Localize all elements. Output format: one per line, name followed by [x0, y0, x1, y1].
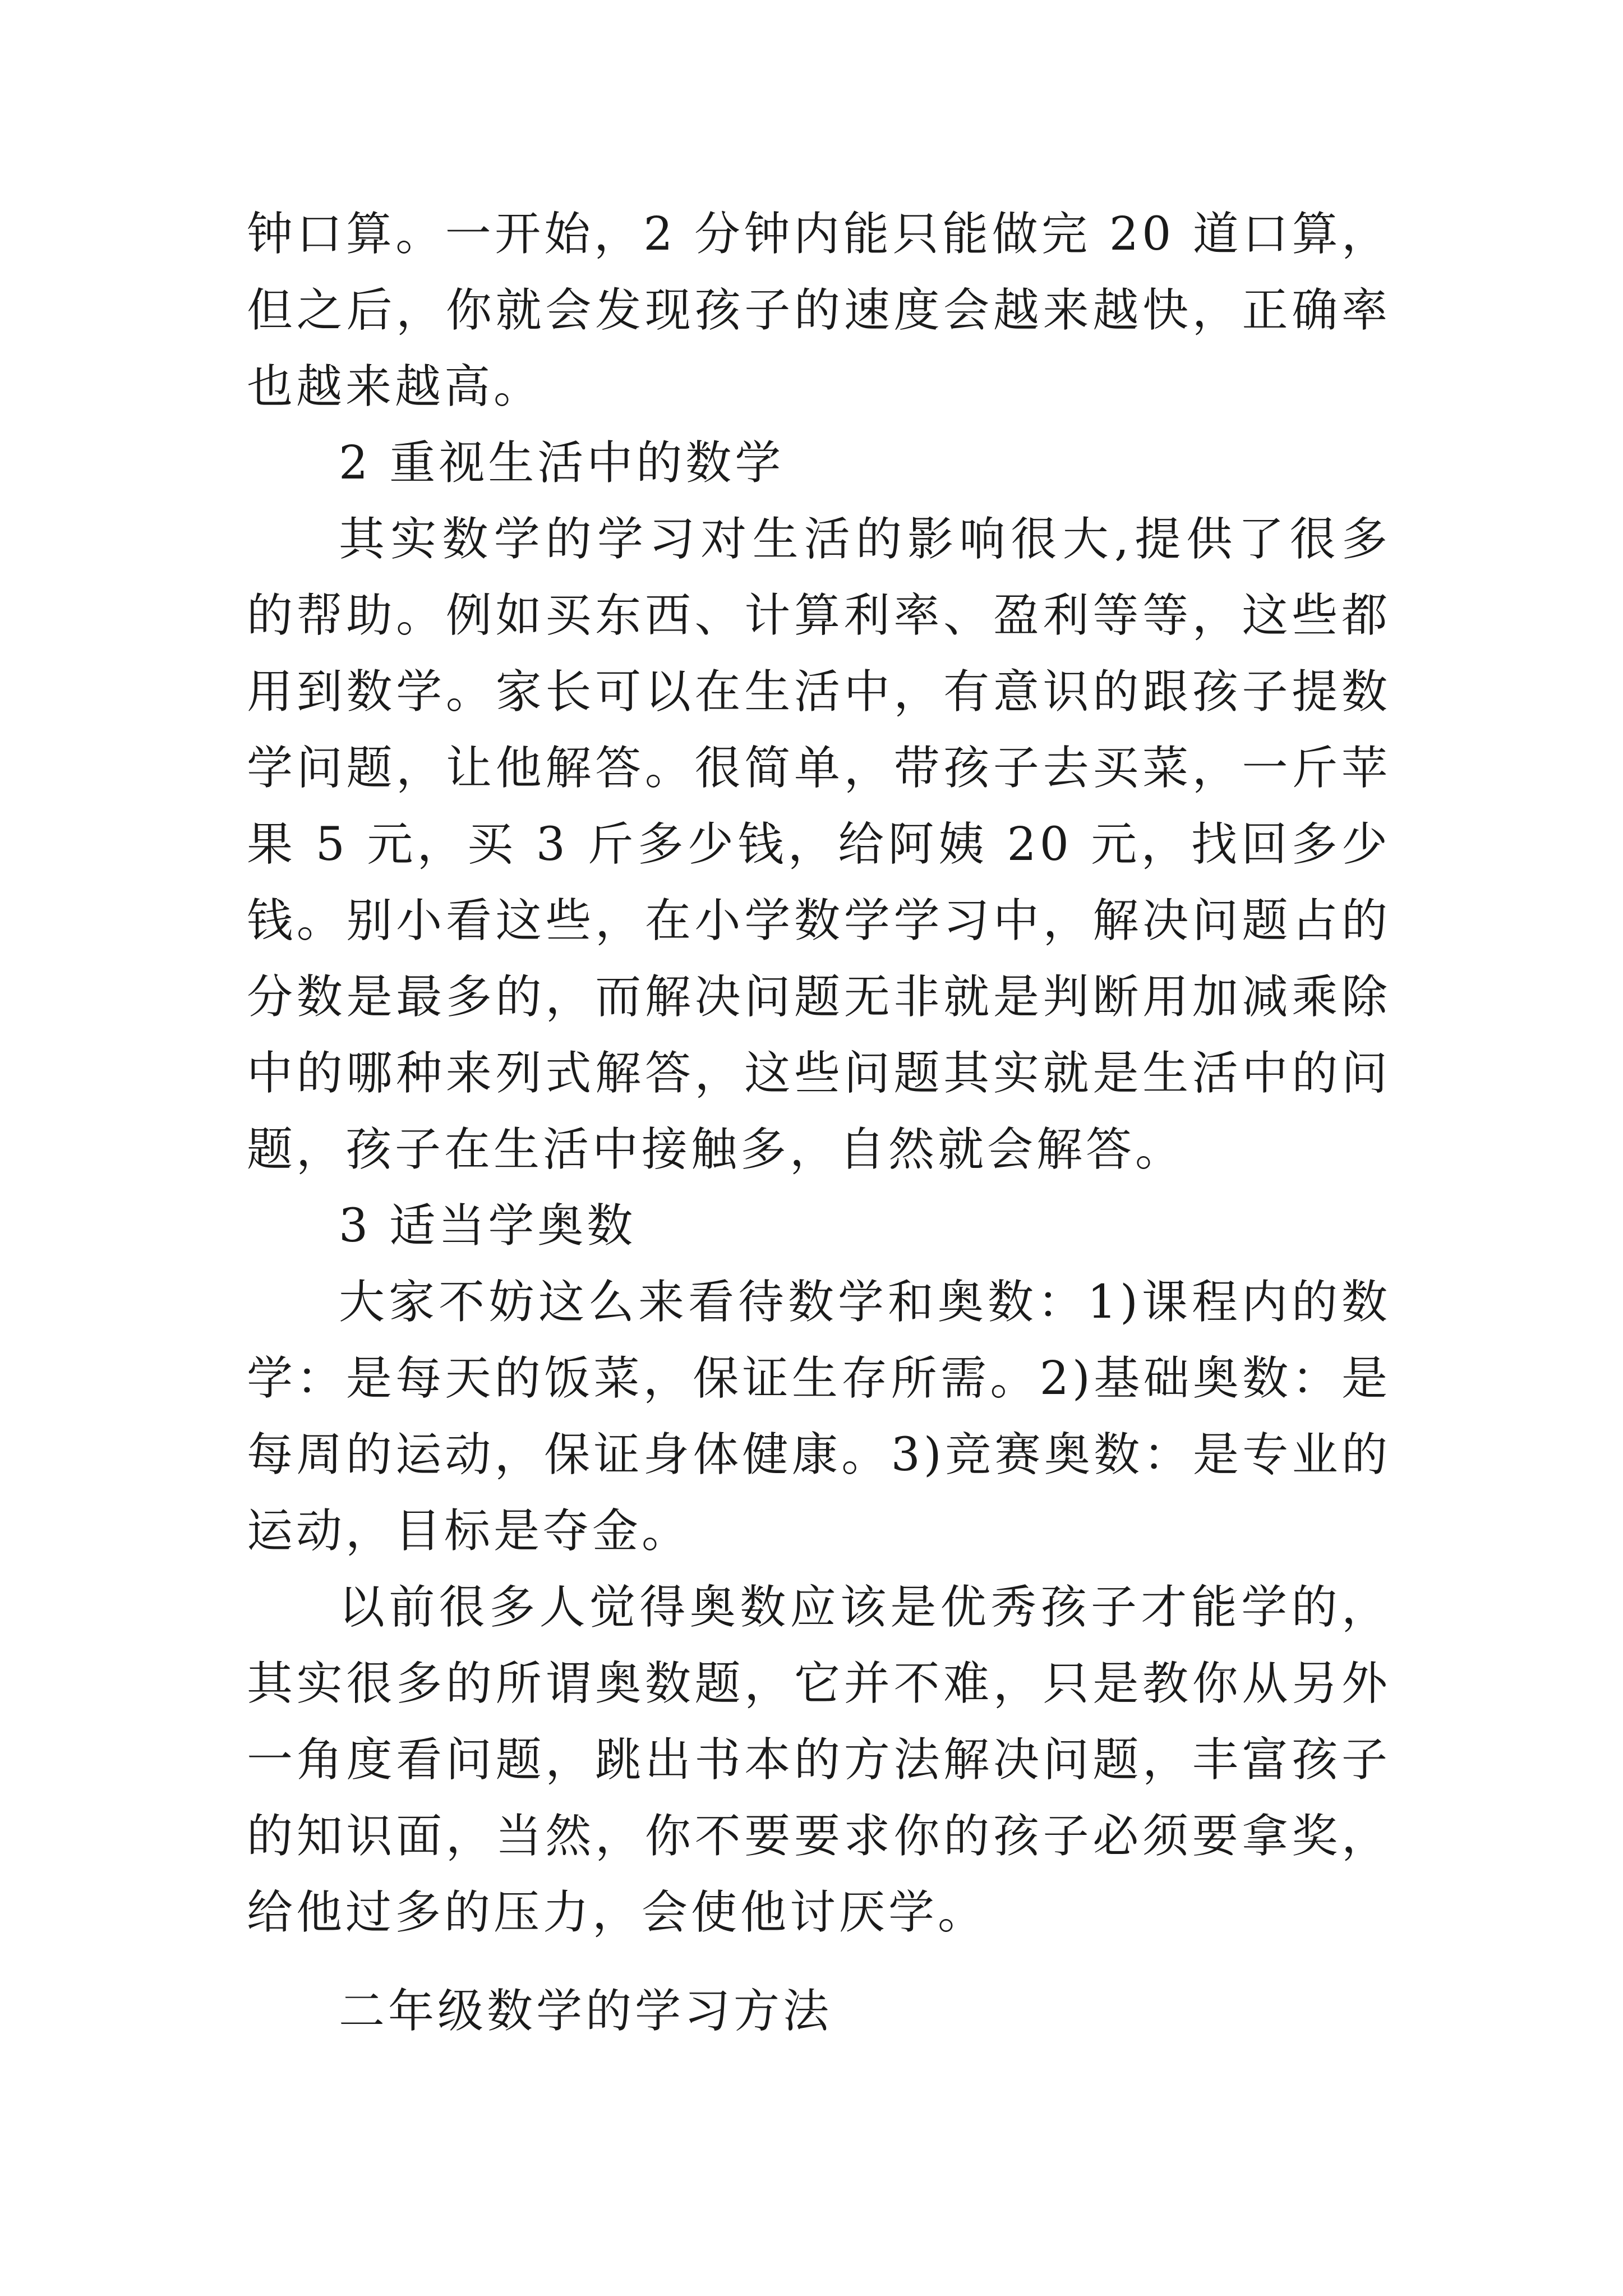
document-body	[247, 196, 1391, 2050]
paragraph-math-in-life: 其实数学的学习对生活的影响很大,提供了很多的帮助。例如买东西、计算利率、盈利等等，这些都用到数学。家长可以在生活中，有意识的跟孩子提数学问题，让他解答。很简单，带孩子去买菜，一斤苹果 5 元，买 3 斤多少钱，给阿姨 20 元，找回多少钱。别小看这些，在小学数学学习中，解决问题占的分数是最多的，而解决问题无非就是判断用加减乘除中的哪种来列式解答，这些问题其实就是生活中的问题，孩子在生活中接触多，自然就会解答。	[247, 513, 1391, 1176]
paragraph-olympiad-views: 大家不妨这么来看待数学和奥数：1)课程内的数学：是每天的饭菜，保证生存所需。2)基础奥数：是每周的运动，保证身体健康。3)竞赛奥数：是专业的运动，目标是夺金。	[247, 1276, 1391, 1558]
section-title-study-methods: 二年级数学的学习方法	[339, 1985, 833, 2038]
paragraph-continuation: 钟口算。一开始，2 分钟内能只能做完 20 道口算，但之后，你就会发现孩子的速度会越来越快，正确率也越来越高。	[247, 208, 1391, 413]
paragraph-olympiad-advice: 以前很多人觉得奥数应该是优秀孩子才能学的，其实很多的所谓奥数题，它并不难，只是教你从另外一角度看问题，跳出书本的方法解决问题，丰富孩子的知识面，当然，你不要要求你的孩子必须要拿奖，给他过多的压力，会使他讨厌学。	[247, 1581, 1391, 1939]
heading-olympiad-math: 3 适当学奥数	[339, 1199, 637, 1253]
heading-math-in-life: 2 重视生活中的数学	[339, 436, 785, 490]
